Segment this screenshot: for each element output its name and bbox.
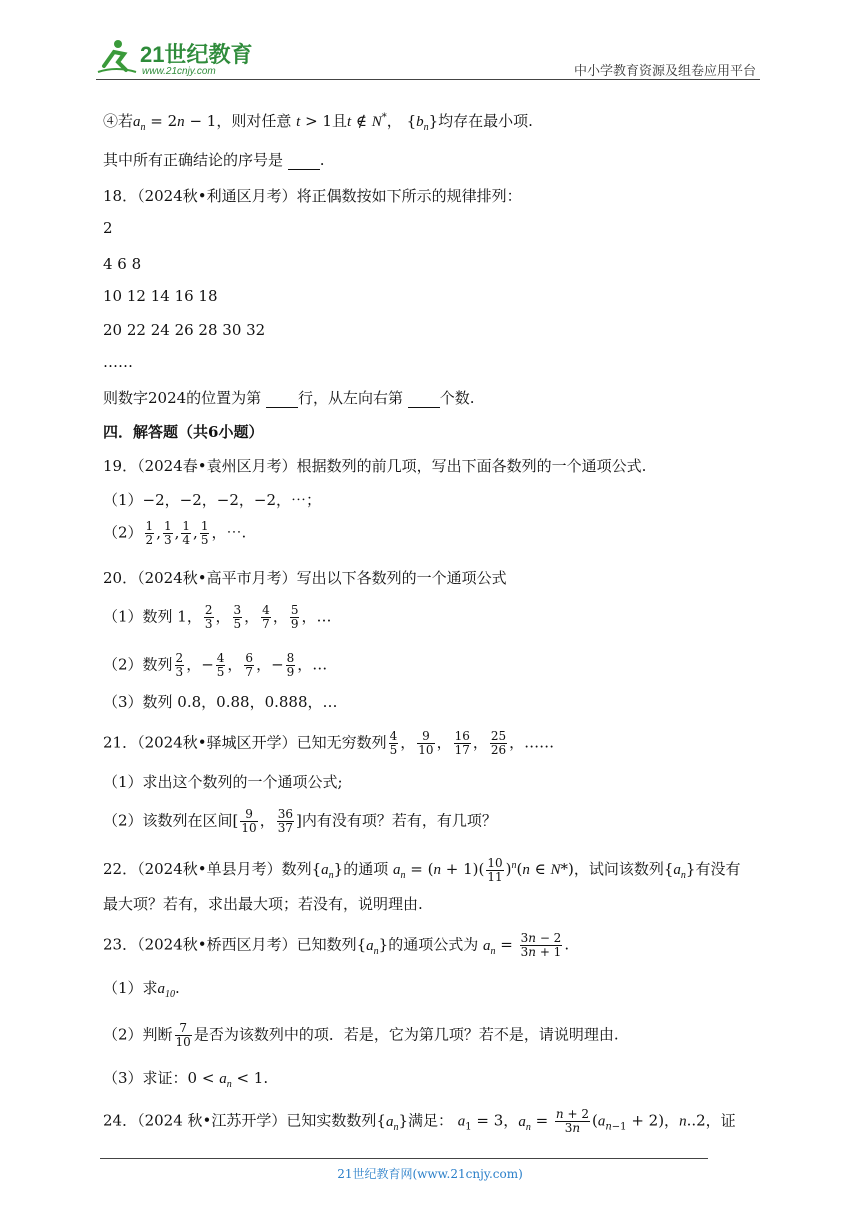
header-divider (96, 79, 760, 80)
q18-row: 20 22 24 26 28 30 32 (103, 321, 266, 339)
q19-part2: （2） $\frac{1}{2}$ , $\frac{1}{3}$ , $\frac{1}{4}$ , $\frac{1}{5}$ ，⋯. (103, 519, 247, 547)
q21-part1: （1）求出这个数列的一个通项公式; (103, 773, 343, 791)
svg-text:www.21cnjy.com: www.21cnjy.com (142, 66, 216, 77)
answer-blank[interactable] (266, 393, 298, 408)
q20-part1: （1）数列 1， $\frac{2}{3}$ ， $\frac{3}{5}$ ， $\frac{4}{7}$ ， $\frac{5}{9}$ ，… (103, 603, 332, 631)
q18-row: …… (103, 353, 133, 371)
q20-part3: （3）数列 0.8，0.88，0.888，… (103, 693, 338, 711)
q22-stem: 22．（2024秋•单县月考）数列$\{a_n\}$的通项 $a_n = (n + 1)$( $\frac{10}{11}$ )$^n$(n ∈ N*)，试问该数列$\{a_n\}$有没有 (103, 855, 741, 884)
svg-text:21世纪教育: 21世纪教育 (140, 42, 253, 67)
q20-part2: （2）数列 $\frac{2}{3}$ ，− $\frac{4}{5}$ ， $\frac{6}{7}$ ，− $\frac{8}{9}$ ，… (103, 651, 328, 679)
site-logo (96, 36, 256, 78)
answer-blank[interactable] (408, 393, 440, 408)
footer-link[interactable]: 21世纪教育网(www.21cnjy.com) (337, 1167, 523, 1181)
q21-part2: （2）该数列在区间[ $\frac{9}{10}$ ， $\frac{36}{37}$ ]内有没有项？若有，有几项？ (103, 807, 497, 835)
q23-part3: （3）求证：$0 < a_n < 1$. (103, 1069, 269, 1090)
q18-row: 10 12 14 16 18 (103, 287, 218, 305)
q18-stem: 18．（2024秋•利通区月考）将正偶数按如下所示的规律排列： (103, 187, 522, 205)
footer-divider (100, 1158, 708, 1159)
q23-part1: （1）求$a_{10}$. (103, 979, 180, 1000)
q19-stem: 19．（2024春•袁州区月考）根据数列的前几项，写出下面各数列的一个通项公式. (103, 457, 647, 475)
q17-ask: 其中所有正确结论的序号是 . (103, 151, 325, 169)
section-heading: 四．解答题（共6小题） (103, 423, 264, 441)
q17-item4: ④若$a_n = 2n - 1$，则对任意 t > 1且t ∉ N*， $\{b_n\}$均存在最小项. (103, 112, 533, 133)
answer-blank[interactable] (288, 155, 320, 170)
q22-line2: 最大项？若有，求出最大项；若没有，说明理由. (103, 895, 423, 913)
q18-ask: 则数字2024的位置为第 行，从左向右第 个数. (103, 389, 475, 407)
q18-row: 4 6 8 (103, 255, 142, 273)
q19-part1: （1）−2，−2，−2，−2，⋯； (103, 491, 321, 509)
q23-part2: （2）判断 $\frac{7}{10}$ 是否为该数列中的项．若是，它为第几项？若不是，请说明理由. (103, 1021, 619, 1049)
q23-stem: 23．（2024秋•桥西区月考）已知数列$\{a_n\}$的通项公式为 $a_n$ = $\frac{3n - 2}{3n + 1}$ . (103, 931, 570, 959)
header-platform-text: 中小学教育资源及组卷应用平台 (573, 64, 756, 79)
q20-stem: 20．（2024秋•高平市月考）写出以下各数列的一个通项公式 (103, 569, 507, 587)
q18-row: 2 (103, 219, 113, 237)
q24-stem: 24．（2024 秋•江苏开学）已知实数数列$\{a_n\}$满足： $a_1 = 3$，$a_n$ = $\frac{n + 2}{3n}$ $(a_{n-1} + 2)$，n..2，证 (103, 1107, 736, 1135)
q21-stem: 21．（2024秋•驿城区开学）已知无穷数列 $\frac{4}{5}$ ， $\frac{9}{10}$ ， $\frac{16}{17}$ ， $\frac{25}{26}$ ，…… (103, 729, 555, 757)
